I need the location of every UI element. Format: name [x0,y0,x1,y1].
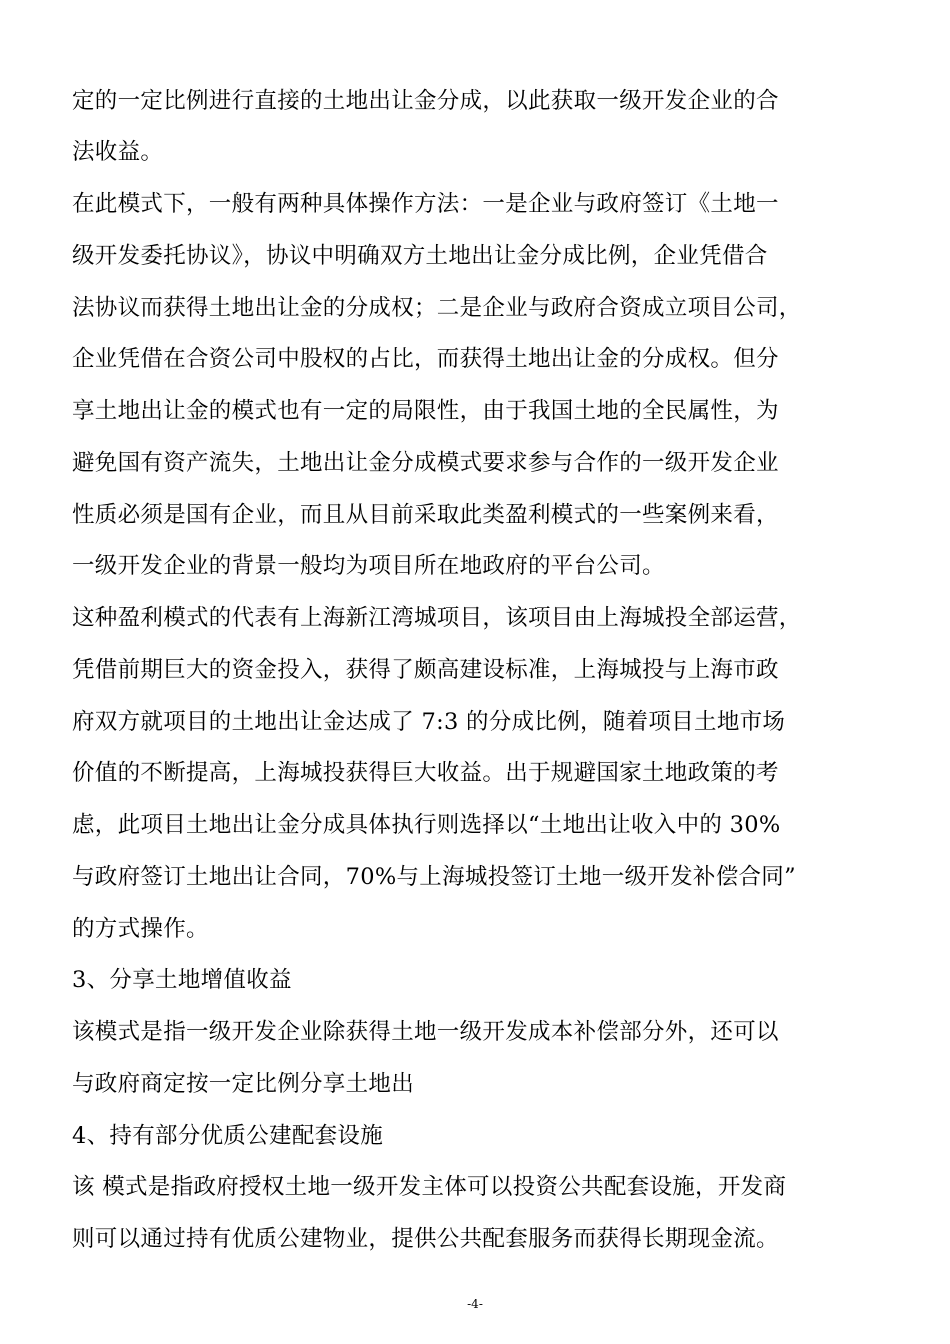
body-text-line: 企业凭借在合资公司中股权的占比，而获得土地出让金的分成权。但分 [72,346,779,372]
body-text-line: 这种盈利模式的代表有上海新江湾城项目，该项目由上海城投全部运营， [72,605,802,631]
body-text-line: 法收益。 [72,139,164,165]
section-heading: 3、分享土地增值收益 [72,967,292,993]
body-text-line: 一级开发企业的背景一般均为项目所在地政府的平台公司。 [72,553,665,579]
section-heading: 4、持有部分优质公建配套设施 [72,1123,384,1149]
body-text-line: 在此模式下，一般有两种具体操作方法：一是企业与政府签订《土地一 [72,191,779,217]
body-text-line: 避免国有资产流失，土地出让金分成模式要求参与合作的一级开发企业 [72,450,779,476]
body-text-line: 与政府签订土地出让合同，70%与上海城投签订土地一级开发补偿合同” [72,864,796,890]
body-text-line: 府双方就项目的土地出让金达成了 7:3 的分成比例，随着项目土地市场 [72,709,786,735]
body-text-line: 则可以通过持有优质公建物业，提供公共配套服务而获得长期现金流。 [72,1226,779,1252]
body-text-line: 的方式操作。 [72,916,209,942]
body-text-line: 级开发委托协议》，协议中明确双方土地出让金分成比例，企业凭借合 [72,243,768,269]
body-text-line: 定的一定比例进行直接的土地出让金分成，以此获取一级开发企业的合 [72,88,779,114]
body-text-line: 虑，此项目土地出让金分成具体执行则选择以“土地出让收入中的 30% [72,812,781,838]
body-text-line: 该 模式是指政府授权土地一级开发主体可以投资公共配套设施，开发商 [72,1174,787,1200]
body-text-line: 凭借前期巨大的资金投入，获得了颇高建设标准，上海城投与上海市政 [72,657,779,683]
body-text-line: 价值的不断提高，上海城投获得巨大收益。出于规避国家土地政策的考 [72,760,779,786]
body-text-line: 性质必须是国有企业，而且从目前采取此类盈利模式的一些案例来看， [72,502,779,528]
body-text-line: 该模式是指一级开发企业除获得土地一级开发成本补偿部分外，还可以 [72,1019,779,1045]
body-text-line: 享土地出让金的模式也有一定的局限性，由于我国土地的全民属性，为 [72,398,779,424]
body-text-line: 与政府商定按一定比例分享土地出 [72,1071,415,1097]
page-number: -4- [467,1297,483,1311]
body-text-line: 法协议而获得土地出让金的分成权；二是企业与政府合资成立项目公司， [72,295,802,321]
